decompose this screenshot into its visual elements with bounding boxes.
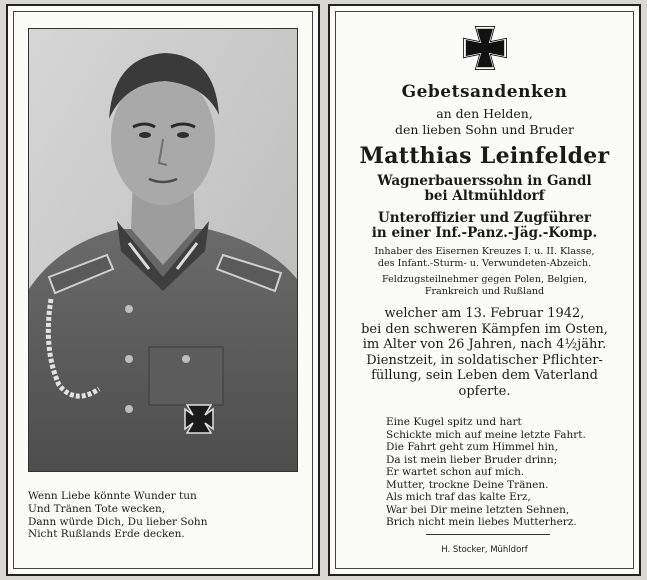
origin-line-1: Wagnerbauerssohn in Gandl [377, 173, 592, 189]
iron-cross-icon [463, 26, 507, 70]
verse-line: Schickte mich auf meine letzte Fahrt. [386, 428, 586, 441]
card-heading: Gebetsandenken [401, 82, 568, 102]
memorial-text-line: bei den schweren Kämpfen im Osten, [361, 321, 608, 337]
verse-line: Er wartet schon auf mich. [386, 466, 525, 478]
verse-line: Nicht Rußlands Erde decken. [28, 528, 185, 541]
verse-line: Und Tränen Tote wecken, [28, 502, 166, 515]
verse-line: Wenn Liebe könnte Wunder tun [28, 490, 197, 502]
awards-line-1: Inhaber des Eisernen Kreuzes I. u. II. Klasse, [374, 246, 595, 257]
memorial-text-line: opferte. [458, 383, 511, 399]
memorial-text-line: füllung, sein Leben dem Vaterland [371, 368, 598, 383]
memorial-text-line: welcher am 13. Februar 1942, [384, 306, 585, 321]
right-memorial-verse [386, 416, 626, 529]
memorial-text-line: Dienstzeit, in soldatischer Pflichter- [366, 352, 603, 368]
awards-line-2: des Infant.-Sturm- u. Verwundeten-Abzeich. [377, 258, 592, 269]
verse-line: Da ist mein lieber Bruder drinn; [386, 453, 558, 466]
verse-line: Dann würde Dich, Du lieber Sohn [28, 515, 208, 528]
rank-line-2: in einer Inf.-Panz.-Jäg.-Komp. [371, 225, 598, 241]
right-card [328, 4, 641, 576]
deceased-name: Matthias Leinfelder [359, 143, 610, 169]
verse-line: War bei Dir meine letzten Sehnen, [386, 503, 570, 516]
left-card [6, 4, 320, 576]
origin-line-2: bei Altmühldorf [424, 188, 545, 204]
printer-credit: H. Stocker, Mühldorf [441, 545, 528, 555]
divider-rule [426, 534, 550, 535]
verse-line: Die Fahrt geht zum Himmel hin, [386, 441, 558, 453]
memorial-text-line: im Alter von 26 Jahren, nach 4½jähr. [362, 337, 607, 352]
verse-line: Als mich traf das kalte Erz, [386, 491, 531, 503]
intro-line-1: an den Helden, [436, 106, 533, 121]
verse-line: Mutter, trockne Deine Tränen. [386, 478, 549, 491]
iron-cross-emblem [340, 26, 629, 76]
campaign-line-2: Frankreich und Rußland [424, 286, 545, 297]
memorial-text [340, 306, 629, 399]
campaign-line-1: Feldzugsteilnehmer gegen Polen, Belgien, [381, 274, 588, 285]
verse-line: Eine Kugel spitz und hart [386, 416, 522, 428]
soldier-portrait-photo [28, 28, 298, 472]
intro-line-2: den lieben Sohn und Bruder [394, 122, 575, 137]
portrait-illustration [29, 29, 297, 471]
verse-line: Brich nicht mein liebes Mutterherz. [386, 516, 577, 528]
rank-line-1: Unteroffizier und Zugführer [377, 210, 592, 226]
left-memorial-verse [28, 490, 298, 541]
